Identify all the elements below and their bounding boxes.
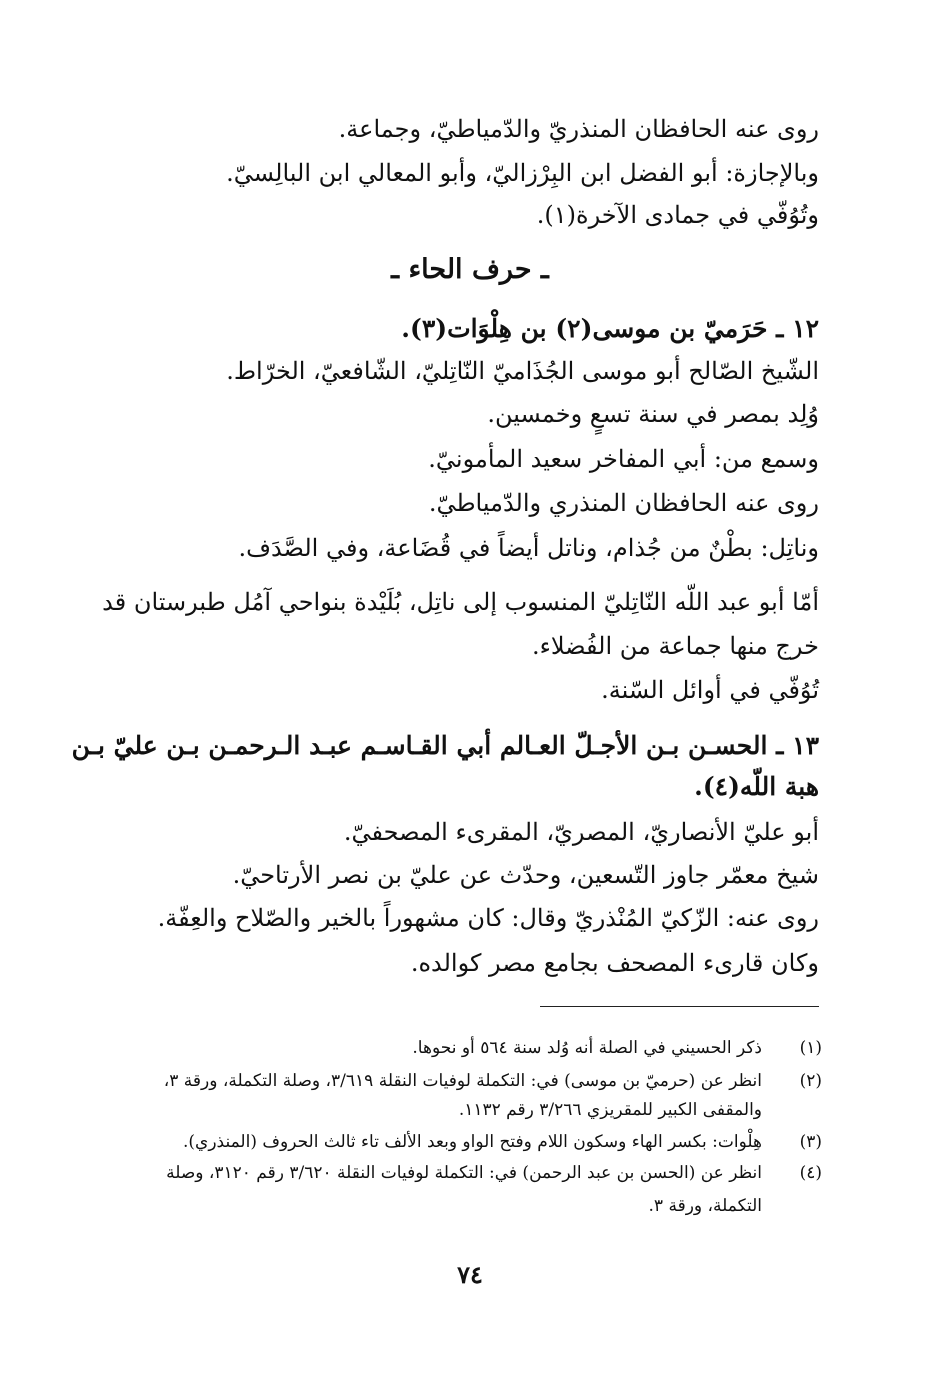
body-line: وكان قارىء المصحف بجامع مصر كوالده. <box>410 949 819 977</box>
body-line: روى عنه الحافظان المنذري والدّمياطيّ. <box>428 489 819 517</box>
footnote-text: التكملة، ورقة ٣. <box>648 1196 762 1216</box>
footnote-text: هِلْوات: بكسر الهاء وسكون اللام وفتح الواو وبعد الألف تاء ثالث الحروف (المنذري). <box>183 1132 762 1152</box>
entry-title: ١٢ ـ حَرَميّ بن موسى(٢) بن هِلْوَات(٣). <box>401 314 819 343</box>
section-heading: ـ حرف الحاء ـ <box>391 254 549 285</box>
body-line: شيخ معمّر جاوز التّسعين، وحدّث عن عليّ بن نصر الأرتاحيّ. <box>232 861 819 889</box>
footnote-text: انظر عن (الحسن بن عبد الرحمن) في: التكملة لوفيات النقلة ٣/٦٢٠ رقم ٣١٢٠، وصلة <box>166 1163 762 1183</box>
footnote-text: انظر عن (حرميّ بن موسى) في: التكملة لوفيات النقلة ٣/٦١٩، وصلة التكملة، ورقة ٣، <box>163 1071 762 1091</box>
body-line: وناتِل: بطْنٌ من جُذام، وناتل أيضاً في قُضَاعة، وفي الصَّدَف. <box>238 534 819 562</box>
body-line: وبالإجازة: أبو الفضل ابن البِرْزاليّ، وأبو المعالي ابن البالِسيّ. <box>226 159 819 187</box>
entry-title: ١٣ ـ الحسـن بـن الأجـلّ العـالم أبي القـاسـم عبـد الـرحمـن بـن عليّ بـن <box>71 731 819 760</box>
footnote-number: (١) <box>799 1038 822 1058</box>
footnote-number: (٢) <box>799 1071 822 1091</box>
body-line: وُلِد بمصر في سنة تسعٍ وخمسين. <box>487 400 819 428</box>
body-line: روى عنه الحافظان المنذريّ والدّمياطيّ، وجماعة. <box>338 115 819 143</box>
body-line: الشّيخ الصّالح أبو موسى الجُذَاميّ النّاتِليّ، الشّافعيّ، الخرّاط. <box>226 357 819 385</box>
footnote-separator <box>540 1006 819 1007</box>
body-line: أبو عليّ الأنصاريّ، المصريّ، المقرىء المصحفيّ. <box>343 818 819 846</box>
body-line: تُوُفّي في أوائل السّنة. <box>601 676 819 704</box>
body-line: وسمع من: أبي المفاخر سعيد المأمونيّ. <box>428 445 819 473</box>
entry-title: هبة اللّه(٤). <box>694 772 819 801</box>
body-line: أمّا أبو عبد اللّه النّاتِليّ المنسوب إلى ناتِل، بُلَيْدة بنواحي آمُل طبرستان قد <box>102 588 819 616</box>
footnote-number: (٤) <box>799 1163 822 1183</box>
footnote-text: والمقفى الكبير للمقريزي ٣/٢٦٦ رقم ١١٣٢. <box>458 1100 762 1120</box>
body-line: خرج منها جماعة من الفُضلاء. <box>531 632 819 660</box>
body-line: روى عنه: الزّكيّ المُنْذريّ وقال: كان مشهوراً بالخير والصّلاح والعِفّة. <box>157 904 819 932</box>
body-line: وتُوُفّي في جمادى الآخرة(١). <box>536 201 819 229</box>
footnote-number: (٣) <box>799 1132 822 1152</box>
page-number: ٧٤ <box>457 1260 483 1289</box>
footnote-text: ذكر الحسيني في الصلة أنه وُلد سنة ٥٦٤ أو نحوها. <box>412 1038 762 1058</box>
